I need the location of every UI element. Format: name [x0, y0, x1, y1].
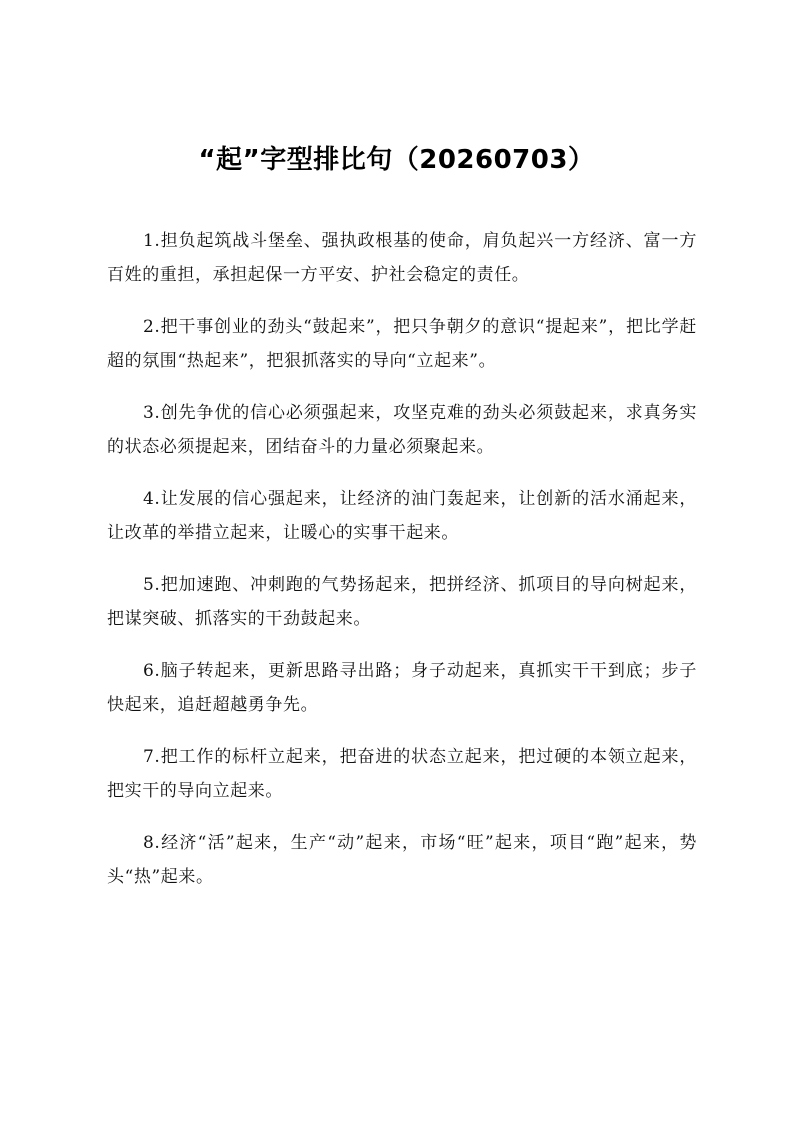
paragraph-5: 5.把加速跑、冲刺跑的气势扬起来，把拼经济、抓项目的导向树起来，把谋突破、抓落实的干劲鼓起来。 [107, 575, 697, 629]
paragraph-3: 3.创先争优的信心必须强起来，攻坚克难的劲头必须鼓起来，求真务实的状态必须提起来，团结奋斗的力量必须聚起来。 [107, 403, 697, 457]
paragraph-6: 6.脑子转起来，更新思路寻出路；身子动起来，真抓实干干到底；步子快起来，追赶超越勇争先。 [107, 661, 697, 715]
document-body [107, 224, 697, 912]
paragraph-7: 7.把工作的标杆立起来，把奋进的状态立起来，把过硬的本领立起来，把实干的导向立起来。 [107, 747, 697, 801]
document-title: “起”字型排比句（20260703） [198, 145, 595, 175]
paragraph-2: 2.把干事创业的劲头“鼓起来”，把只争朝夕的意识“提起来”，把比学赶超的氛围“热起来”，把狠抓落实的导向“立起来”。 [107, 317, 697, 371]
paragraph-1: 1.担负起筑战斗堡垒、强执政根基的使命，肩负起兴一方经济、富一方百姓的重担，承担起保一方平安、护社会稳定的责任。 [107, 231, 697, 285]
paragraph-4: 4.让发展的信心强起来，让经济的油门轰起来，让创新的活水涌起来，让改革的举措立起来，让暖心的实事干起来。 [107, 489, 697, 543]
paragraph-8: 8.经济“活”起来，生产“动”起来，市场“旺”起来，项目“跑”起来，势头“热”起来。 [107, 833, 697, 887]
